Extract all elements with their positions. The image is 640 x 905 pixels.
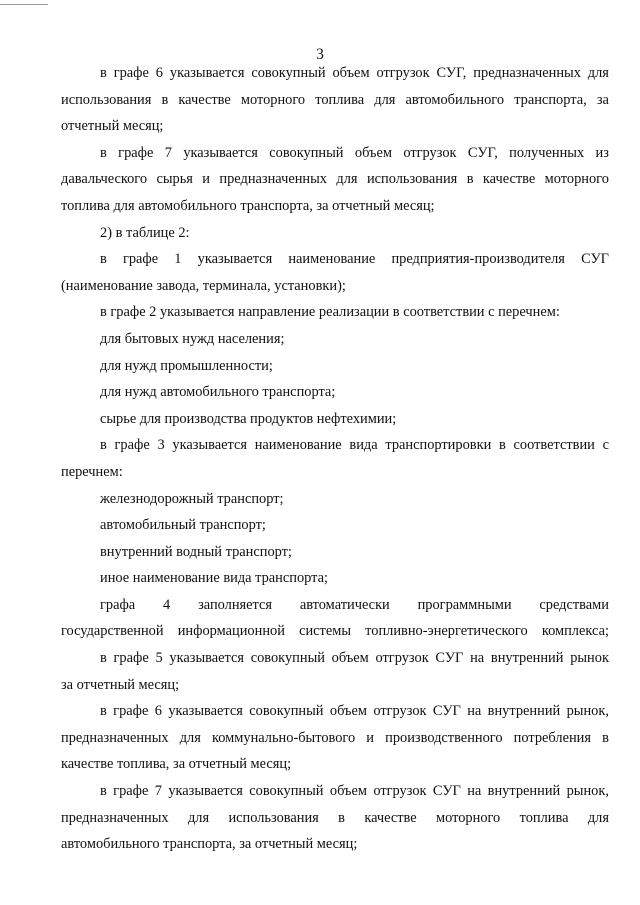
text-line (61, 166, 609, 193)
word: в (338, 809, 345, 826)
word: предназначенных (61, 729, 169, 746)
word: полученных (509, 144, 585, 161)
word: для (336, 171, 358, 188)
word: 7 (164, 144, 172, 161)
text-line (61, 592, 609, 619)
word: производственного (385, 729, 503, 746)
word: транспорта, (514, 91, 587, 108)
word: в (466, 171, 474, 188)
word: на (467, 703, 482, 720)
word: отгрузок (403, 144, 457, 161)
top-rule (0, 4, 48, 5)
word: давальческого (61, 171, 148, 188)
word: за (596, 91, 609, 108)
word: предназначенных (473, 65, 581, 81)
text-line: 2) в таблице 2: (100, 224, 190, 241)
word: объем (332, 65, 370, 81)
text-line: сырье для производства продуктов нефтехимии; (100, 410, 397, 427)
word: заполняется (198, 596, 273, 613)
word: качестве (178, 91, 231, 108)
word: объем (331, 650, 369, 667)
word: указывается (169, 650, 244, 667)
word: совокупный (269, 144, 344, 161)
word: совокупный (249, 783, 324, 800)
word: отгрузок (373, 703, 427, 720)
word: графе (113, 703, 149, 720)
word: качестве (364, 809, 417, 826)
word: соответствии (513, 437, 595, 454)
word: внутренний (487, 703, 561, 720)
word: СУГ (432, 703, 461, 720)
word: в (100, 437, 107, 454)
text-line (61, 432, 609, 459)
text-line (61, 805, 609, 832)
word: и (202, 171, 210, 188)
word: в (100, 251, 107, 268)
text-line: иное наименование вида транспорта; (100, 570, 329, 587)
word: в (100, 65, 107, 81)
word: СУГ, (436, 65, 467, 81)
text-line: качестве топлива, за отчетный месяц; (61, 756, 292, 773)
word: указывается (197, 251, 273, 268)
text-line (61, 60, 609, 87)
word: на (467, 783, 482, 800)
word: графе (113, 650, 149, 667)
word: 6 (155, 65, 163, 81)
word: транспортировки (385, 437, 492, 454)
word: графе (118, 144, 154, 161)
word: из (595, 144, 609, 161)
word: моторного (240, 91, 306, 108)
word: СУГ (581, 251, 609, 268)
word: 6 (154, 703, 162, 720)
word: топлива (315, 91, 365, 108)
text-line: внутренний водный транспорт; (100, 543, 292, 560)
word: указывается (169, 65, 245, 81)
word: графе (122, 251, 159, 268)
text-line: (наименование завода, терминала, установки); (61, 277, 346, 294)
word: коммунально-бытового (212, 729, 356, 746)
word: СУГ (435, 650, 464, 667)
word: государственной (61, 623, 164, 640)
word: для (187, 809, 210, 826)
text-line: для бытовых нужд населения; (100, 330, 285, 347)
text-line: топлива для автомобильного транспорта, за отчетный месяц; (61, 197, 435, 214)
text-line: в графе 2 указывается направление реализации в соответствии с перечнем: (100, 304, 560, 321)
word: рынок (570, 650, 609, 667)
word: отгрузок (376, 65, 430, 81)
word: объем (329, 703, 367, 720)
word: программными (417, 596, 512, 613)
word: рынок, (566, 703, 609, 720)
word: рынок, (566, 783, 609, 800)
word: 7 (154, 783, 162, 800)
text-line (61, 618, 609, 645)
word: отгрузок (375, 650, 429, 667)
word: качестве (482, 171, 536, 188)
word: информационной (177, 623, 285, 640)
text-line (61, 246, 609, 273)
word: 4 (163, 596, 171, 613)
word: внутренний (490, 650, 564, 667)
word: на (470, 650, 485, 667)
word: отгрузок (373, 783, 427, 800)
word: объем (354, 144, 392, 161)
word: с (602, 437, 609, 454)
word: и (366, 729, 374, 746)
body-text (61, 60, 609, 858)
word: средствами (539, 596, 609, 613)
word: топливно-энергетического (365, 623, 528, 640)
word: объем (329, 783, 367, 800)
word: СУГ, (467, 144, 498, 161)
word: использования (61, 91, 152, 108)
text-line: железнодорожный транспорт; (100, 490, 284, 507)
word: использования (228, 809, 319, 826)
text-line: автомобильный транспорт; (100, 517, 266, 534)
word: для (179, 729, 201, 746)
word: вида (349, 437, 378, 454)
word: для (374, 91, 396, 108)
text-line (61, 698, 609, 725)
text-line: перечнем: (61, 463, 123, 480)
word: наименование (288, 251, 376, 268)
word: указывается (172, 437, 247, 454)
word: внутренний (487, 783, 561, 800)
word: графе (113, 783, 149, 800)
text-line: для нужд промышленности; (100, 357, 273, 374)
word: 5 (155, 650, 163, 667)
text-line: отчетный месяц; (61, 118, 164, 135)
word: совокупный (249, 703, 324, 720)
word: автомобильного (405, 91, 505, 108)
word: графа (100, 596, 136, 613)
word: комплекса; (541, 623, 609, 640)
text-line (61, 87, 609, 114)
text-line (61, 725, 609, 752)
word: предприятия-производителя (391, 251, 565, 268)
text-line: за отчетный месяц; (61, 676, 180, 693)
word: системы (299, 623, 352, 640)
text-line: автомобильного транспорта, за отчетный месяц; (61, 836, 358, 853)
word: 3 (157, 437, 165, 454)
word: графе (113, 65, 149, 81)
word: наименование (254, 437, 342, 454)
text-line (61, 140, 609, 167)
text-line (61, 778, 609, 805)
word: указывается (168, 703, 243, 720)
word: в (602, 729, 609, 746)
text-line: для нужд автомобильного транспорта; (100, 384, 336, 401)
word: для (587, 809, 609, 826)
word: в (100, 144, 107, 161)
word: предназначенных (61, 809, 169, 826)
word: в (161, 91, 169, 108)
word: в (100, 650, 107, 667)
word: совокупный (250, 650, 325, 667)
word: совокупный (251, 65, 326, 81)
word: СУГ (432, 783, 461, 800)
word: в (499, 437, 506, 454)
word: автоматически (299, 596, 390, 613)
word: сырья (156, 171, 193, 188)
word: моторного (436, 809, 501, 826)
text-line (61, 645, 609, 672)
page-number: 3 (316, 46, 324, 63)
word: предназначенных (219, 171, 327, 188)
word: для (587, 65, 609, 81)
word: указывается (183, 144, 258, 161)
word: топлива (519, 809, 569, 826)
word: в (100, 703, 107, 720)
word: использования (366, 171, 458, 188)
word: моторного (544, 171, 609, 188)
word: в (100, 783, 107, 800)
word: 1 (174, 251, 182, 268)
word: потребления (513, 729, 591, 746)
word: графе (114, 437, 150, 454)
word: указывается (168, 783, 243, 800)
